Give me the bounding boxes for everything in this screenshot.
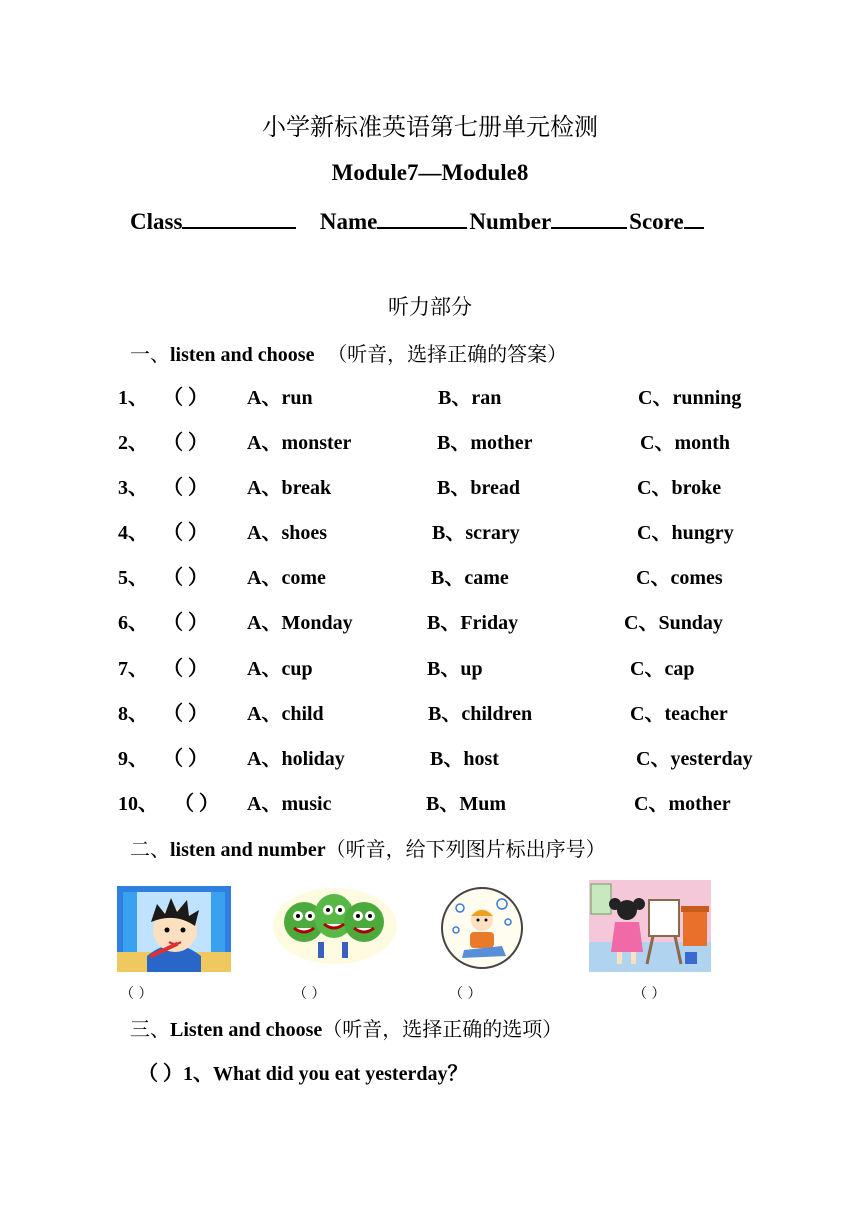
option-a: A、holiday	[247, 748, 345, 770]
section2-title-cn: （听音，给下列图片标出序号）	[325, 837, 606, 861]
option-b: B、came	[431, 567, 509, 589]
option-c: C、hungry	[637, 522, 734, 544]
picture1-answer-blank[interactable]: （ ）	[120, 986, 153, 1002]
answer-paren-blank[interactable]: （ ）	[163, 567, 208, 589]
answer-paren-blank[interactable]: （ ）	[163, 658, 208, 680]
option-a: A、break	[247, 477, 332, 499]
girl-painting-picture	[589, 880, 711, 972]
option-a: A、Monday	[247, 612, 353, 634]
option-a: A、come	[247, 567, 326, 589]
picture4-answer-blank[interactable]: （ ）	[633, 986, 666, 1002]
question-number: 3、	[118, 477, 148, 499]
option-b: B、children	[428, 703, 533, 725]
student-info-line	[130, 203, 706, 237]
option-a: A、run	[247, 387, 313, 409]
option-a: A、shoes	[247, 522, 328, 544]
section3-title-en: Listen and choose	[170, 1019, 323, 1041]
section3-label: 三、	[130, 1017, 170, 1041]
option-c: C、mother	[634, 793, 731, 815]
section1-label: 一、	[130, 342, 170, 366]
option-a: A、music	[247, 793, 332, 815]
option-c: C、Sunday	[624, 612, 723, 634]
question-number: 7、	[118, 658, 148, 680]
option-c: C、yesterday	[636, 748, 753, 770]
option-c: C、teacher	[630, 703, 728, 725]
option-c: C、comes	[636, 567, 723, 589]
question-number: 2、	[118, 432, 148, 454]
question-number: 10、	[118, 793, 158, 815]
question-number: 1、	[118, 387, 148, 409]
section1-title-en: listen and choose	[170, 344, 315, 366]
kid-bubbles-picture	[440, 886, 524, 970]
option-a: A、child	[247, 703, 324, 725]
class-blank[interactable]	[182, 203, 296, 229]
monsters-picture	[272, 886, 398, 968]
answer-paren-blank[interactable]: （ ）	[163, 387, 208, 409]
answer-paren-blank[interactable]: （ ）	[174, 793, 219, 815]
picture3-answer-blank[interactable]: （ ）	[449, 986, 482, 1002]
option-b: B、host	[430, 748, 499, 770]
class-label: Class	[130, 209, 183, 234]
section3-heading	[130, 1015, 562, 1044]
option-a: A、cup	[247, 658, 313, 680]
boy-writing-picture	[117, 886, 231, 972]
question-number: 5、	[118, 567, 148, 589]
option-b: B、mother	[437, 432, 533, 454]
answer-paren-blank[interactable]: （ ）	[163, 612, 208, 634]
picture2-answer-blank[interactable]: （ ）	[293, 986, 326, 1002]
option-b: B、Friday	[427, 612, 519, 634]
option-c: C、month	[640, 432, 731, 454]
question-number: 8、	[118, 703, 148, 725]
answer-paren-blank[interactable]: （ ）	[163, 477, 208, 499]
option-b: B、ran	[438, 387, 502, 409]
section2-title-en: listen and number	[170, 839, 326, 861]
number-blank[interactable]	[551, 203, 627, 229]
question-number: 4、	[118, 522, 148, 544]
section2-heading	[130, 835, 606, 864]
listening-part-heading: 听力部分	[388, 295, 472, 319]
section3-question-1: （ ）1、What did you eat yesterday？	[138, 1063, 468, 1085]
question-number: 9、	[118, 748, 148, 770]
page-title: 小学新标准英语第七册单元检测	[262, 113, 598, 141]
answer-paren-blank[interactable]: （ ）	[163, 522, 208, 544]
option-c: C、running	[638, 387, 742, 409]
option-b: B、Mum	[426, 793, 506, 815]
answer-paren-blank[interactable]: （ ）	[163, 432, 208, 454]
section3-title-cn: （听音，选择正确的选项）	[322, 1017, 563, 1041]
question-number: 6、	[118, 612, 148, 634]
module-subtitle: Module7—Module8	[331, 160, 529, 185]
section2-label: 二、	[130, 837, 170, 861]
option-b: B、scrary	[432, 522, 520, 544]
answer-paren-blank[interactable]: （ ）	[163, 703, 208, 725]
score-label: Score	[629, 209, 684, 234]
score-blank[interactable]	[684, 203, 704, 229]
option-c: C、cap	[630, 658, 695, 680]
option-b: B、bread	[437, 477, 520, 499]
section1-title-cn: （听音，选择正确的答案）	[327, 342, 568, 366]
name-label: Name	[319, 209, 378, 234]
option-c: C、broke	[637, 477, 722, 499]
answer-paren-blank[interactable]: （ ）	[163, 748, 208, 770]
name-blank[interactable]	[377, 203, 467, 229]
option-a: A、monster	[247, 432, 352, 454]
number-label: Number	[469, 209, 552, 234]
option-b: B、up	[427, 658, 483, 680]
section1-heading	[130, 340, 567, 369]
